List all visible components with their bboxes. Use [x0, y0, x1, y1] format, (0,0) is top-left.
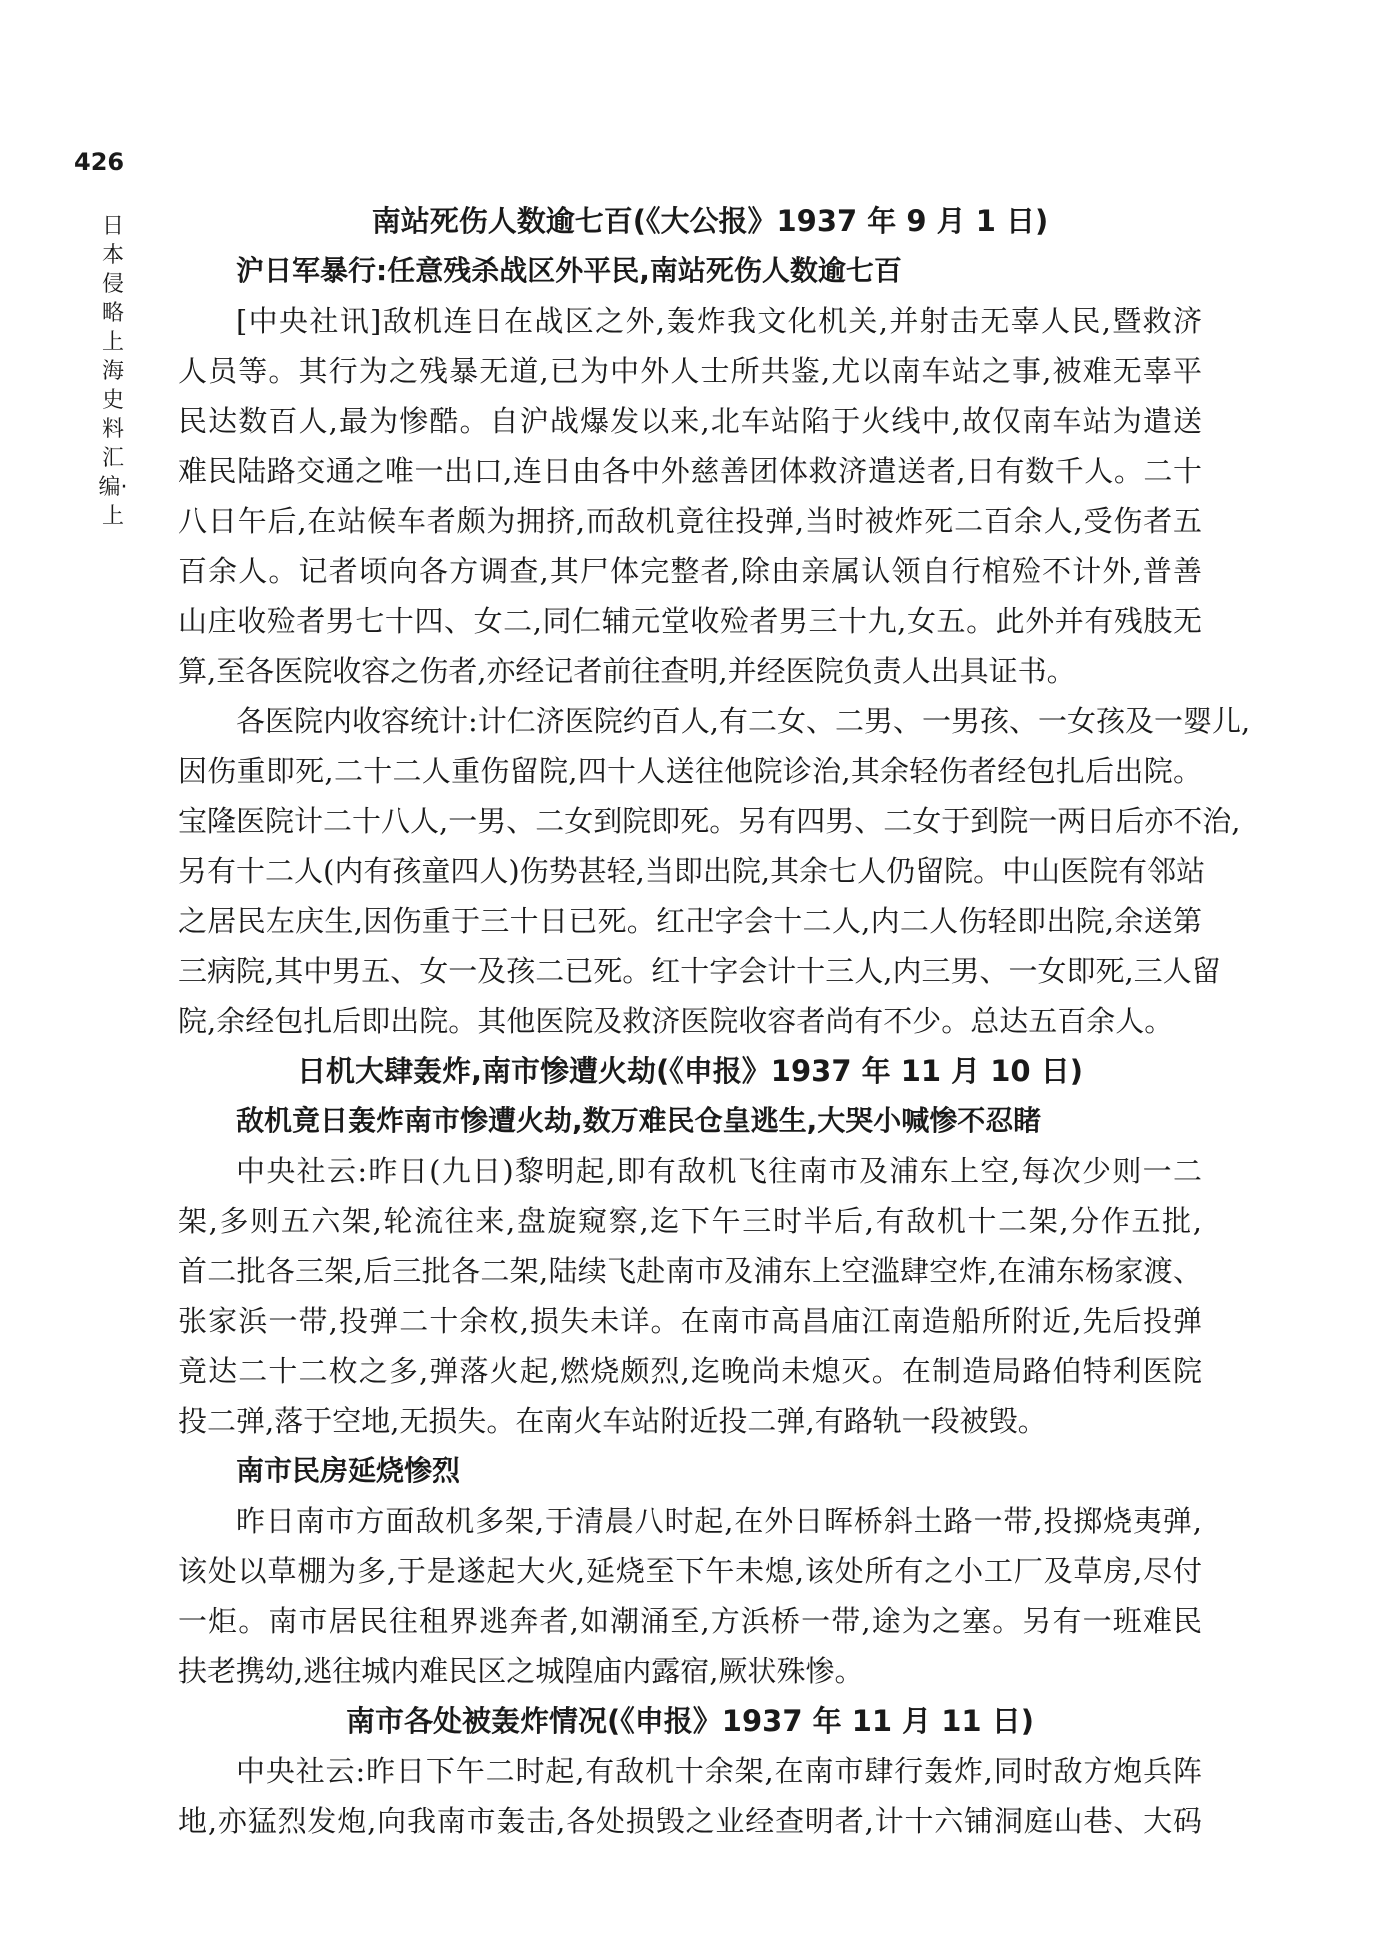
- text-line: 中央社云:昨日(九日)黎明起,即有敌机飞往南市及浦东上空,每次少则一二: [236, 1154, 1202, 1188]
- text-line: 百余人。记者顷向各方调查,其尸体完整者,除由亲属认领自行棺殓不计外,普善: [178, 554, 1202, 588]
- section-title: 日机大肆轰炸,南市惨遭火劫(《申报》1937 年 11 月 10 日): [297, 1054, 1083, 1088]
- text-line: 山庄收殓者男七十四、女二,同仁辅元堂收殓者男三十九,女五。此外并有残肢无: [178, 604, 1202, 638]
- text-line: 人员等。其行为之残暴无道,已为中外人士所共鉴,尤以南车站之事,被难无辜平: [178, 354, 1202, 388]
- paragraph: [178, 696, 1251, 1046]
- text-line: 因伤重即死,二十二人重伤留院,四十人送往他院诊治,其余轻伤者经包扎后出院。: [178, 754, 1202, 788]
- section-subtitle: 南市民房延烧惨烈: [236, 1454, 461, 1487]
- section-subtitle: 沪日军暴行:任意残杀战区外平民,南站死伤人数逾七百: [236, 254, 902, 287]
- section-subtitle: 敌机竟日轰炸南市惨遭火劫,数万难民仓皇逃生,大哭小喊惨不忍睹: [236, 1104, 1042, 1137]
- paragraph: [178, 1496, 1202, 1696]
- running-title: 日本侵略上海史料汇编·上: [98, 214, 128, 529]
- text-line: 各医院内收容统计:计仁济医院约百人,有二女、二男、一男孩、一女孩及一婴儿,: [236, 704, 1251, 738]
- text-line: 民达数百人,最为惨酷。自沪战爆发以来,北车站陷于火线中,故仅南车站为遣送: [178, 404, 1202, 438]
- text-line: 难民陆路交通之唯一出口,连日由各中外慈善团体救济遣送者,日有数千人。二十: [178, 454, 1202, 488]
- text-line: 中央社云:昨日下午二时起,有敌机十余架,在南市肆行轰炸,同时敌方炮兵阵: [236, 1754, 1202, 1788]
- text-line: 地,亦猛烈发炮,向我南市轰击,各处损毁之业经查明者,计十六铺洞庭山巷、大码: [178, 1804, 1202, 1838]
- text-line: 算,至各医院收容之伤者,亦经记者前往查明,并经医院负责人出具证书。: [178, 654, 1076, 688]
- text-line: 院,余经包扎后即出院。其他医院及救济医院收容者尚有不少。总达五百余人。: [178, 1004, 1174, 1038]
- text-line: 另有十二人(内有孩童四人)伤势甚轻,当即出院,其余七人仍留院。中山医院有邻站: [178, 854, 1206, 888]
- text-line: 扶老携幼,逃往城内难民区之城隍庙内露宿,厥状殊惨。: [178, 1654, 864, 1688]
- text-line: 昨日南市方面敌机多架,于清晨八时起,在外日晖桥斜土路一带,投掷烧夷弹,: [236, 1504, 1202, 1538]
- paragraph: [178, 1746, 1202, 1846]
- page-body: [178, 196, 1251, 1846]
- paragraph: [178, 1146, 1202, 1446]
- text-line: 首二批各三架,后三批各二架,陆续飞赴南市及浦东上空滥肆空炸,在浦东杨家渡、: [178, 1254, 1202, 1288]
- page-number: 426: [74, 148, 125, 176]
- text-line: 该处以草棚为多,于是遂起大火,延烧至下午未熄,该处所有之小工厂及草房,尽付: [178, 1554, 1202, 1588]
- section-title: 南站死伤人数逾七百(《大公报》1937 年 9 月 1 日): [371, 204, 1049, 238]
- section-title: 南市各处被轰炸情况(《申报》1937 年 11 月 11 日): [346, 1704, 1034, 1738]
- text-line: 宝隆医院计二十八人,一男、二女到院即死。另有四男、二女于到院一两日后亦不治,: [178, 804, 1241, 838]
- text-line: 张家浜一带,投弹二十余枚,损失未详。在南市高昌庙江南造船所附近,先后投弹: [178, 1304, 1202, 1338]
- text-line: 三病院,其中男五、女一及孩二已死。红十字会计十三人,内三男、一女即死,三人留: [178, 954, 1221, 988]
- paragraph: [178, 296, 1202, 696]
- text-line: 八日午后,在站候车者颇为拥挤,而敌机竟往投弹,当时被炸死二百余人,受伤者五: [178, 504, 1202, 538]
- text-line: 一炬。南市居民往租界逃奔者,如潮涌至,方浜桥一带,途为之塞。另有一班难民: [178, 1604, 1202, 1638]
- text-line: [中央社讯]敌机连日在战区之外,轰炸我文化机关,并射击无辜人民,暨救济: [236, 304, 1202, 338]
- text-line: 投二弹,落于空地,无损失。在南火车站附近投二弹,有路轨一段被毁。: [178, 1404, 1047, 1438]
- text-line: 竟达二十二枚之多,弹落火起,燃烧颇烈,迄晚尚未熄灭。在制造局路伯特利医院: [178, 1354, 1202, 1388]
- text-line: 架,多则五六架,轮流往来,盘旋窥察,迄下午三时半后,有敌机十二架,分作五批,: [178, 1204, 1202, 1238]
- text-line: 之居民左庆生,因伤重于三十日已死。红卍字会十二人,内二人伤轻即出院,余送第: [178, 904, 1202, 938]
